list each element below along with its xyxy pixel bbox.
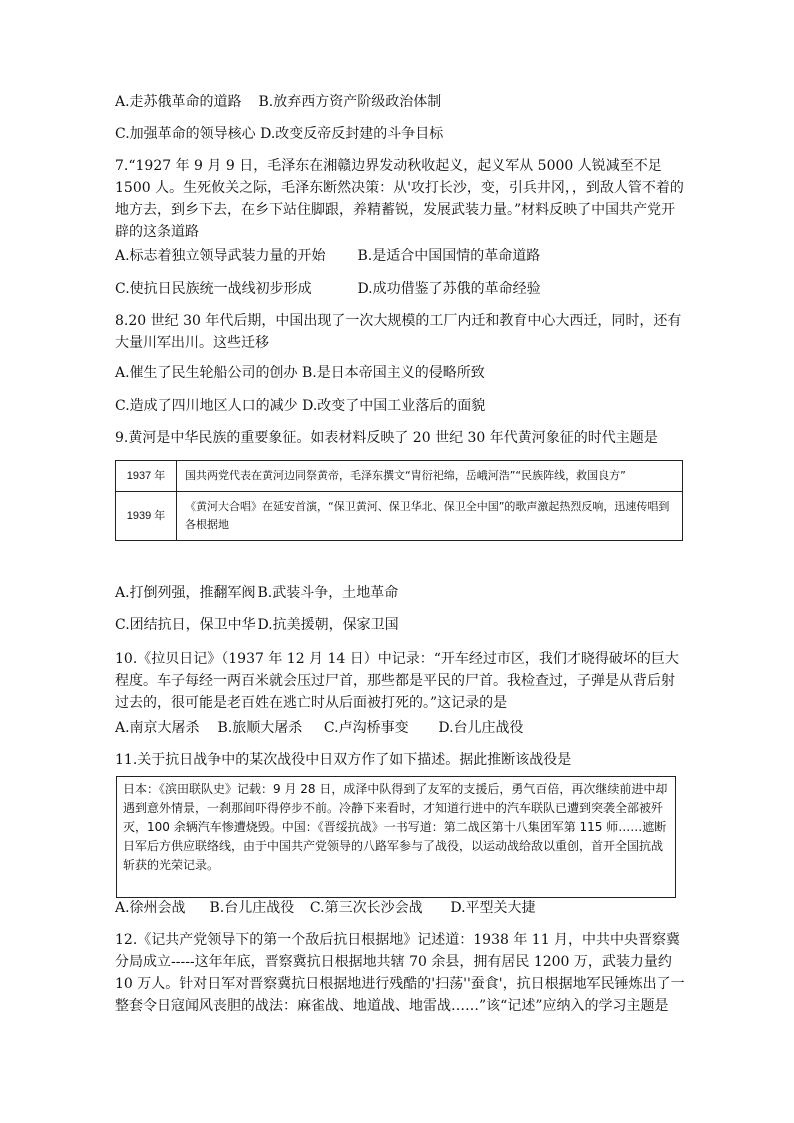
- q8-option-d[interactable]: D.改变了中国工业落后的面貌: [302, 398, 486, 414]
- q10-stem: 10.《拉贝日记》（1937 年 12 月 14 日）中记录：“开车经过市区，我们才晓得破坏的巨大程度。车子每经一两百米就会压过尸首，那些都是平民的尸首。我检查过，子弹是从背后射过去的，很可能是老百姓在逃亡时从后面被打死的。”这记录的是: [115, 651, 679, 711]
- q9-option-d[interactable]: D.抗美援朝，保家卫国: [257, 617, 399, 633]
- q8-options-row2: [115, 396, 485, 416]
- q10-option-b[interactable]: B.旅顺大屠杀: [217, 720, 303, 736]
- q9-option-c[interactable]: C.团结抗日，保卫中华: [115, 617, 256, 633]
- q9-table: [115, 460, 683, 541]
- q11-options: [115, 898, 536, 918]
- q6-options-row2: [115, 124, 443, 144]
- q10-options: [115, 718, 524, 738]
- q11-option-a[interactable]: A.徐州会战: [115, 900, 186, 916]
- q9-options-row2: [115, 615, 399, 635]
- q6-option-b[interactable]: B.放弃西方资产阶级政治体制: [258, 94, 442, 110]
- q6-options-row1: [115, 92, 441, 112]
- q11-option-b[interactable]: B.台儿庄战役: [209, 900, 295, 916]
- q8-option-a[interactable]: A.催生了民生轮船公司的创办: [115, 365, 298, 381]
- q9-options-row1: [115, 583, 398, 603]
- q6-option-c[interactable]: C.加强革命的领导核心: [115, 126, 256, 142]
- q9-option-a[interactable]: A.打倒列强，推翻军阀: [115, 585, 256, 601]
- q10-option-a[interactable]: A.南京大屠杀: [115, 720, 200, 736]
- q7-options-row2: [115, 279, 541, 299]
- q11-source-box: 日本：《滨田联队史》记载：9 月 28 日，成泽中队得到了友军的支援后，勇气百倍，再次继续前进中却遇到意外情景，一刹那间吓得停步不前。冷静下来看时，才知道行进中的汽车联队已遭到突袭全部被歼灭，100 余辆汽车惨遭烧毁。中国：《晋绥抗战》一书写道：第二战区第十八集团军第 115 师……遮断日军后方供应联络线，由于中国共产党领导的八路军参与了战役，以运动战给敌以重创，首开全国抗战斩获的光荣记录。: [116, 776, 676, 898]
- q8-options-row1: [115, 363, 485, 383]
- q10-option-c[interactable]: C.卢沟桥事变: [323, 720, 409, 736]
- q9-desc-1937: 国共两党代表在黄河边同祭黄帝，毛泽东撰文“胄衍祀绵，岳峨河浩”“民族阵线，救国良方”: [177, 461, 683, 492]
- table-row: [116, 492, 683, 541]
- q7-options-row1: [115, 246, 540, 266]
- q6-option-d[interactable]: D.改变反帝反封建的斗争目标: [260, 126, 444, 142]
- q6-option-a[interactable]: A.走苏俄革命的道路: [115, 94, 242, 110]
- q9-option-b[interactable]: B.武装斗争，土地革命: [257, 585, 399, 601]
- q9-desc-1939: 《黄河大合唱》在延安首演，“保卫黄河、保卫华北、保卫全中国”的歌声激起热烈反响，迅速传唱到各根据地: [177, 492, 683, 541]
- q7-stem: 7.“1927 年 9 月 9 日，毛泽东在湘赣边界发动秋收起义，起义军从 5000 人锐减至不足 1500 人。生死攸关之际，毛泽东断然决策：从'攻打长沙，变，引兵井冈，，到敌人管不着的地方去，到乡下去，在乡下站住脚跟，养精蓄锐，发展武装力量。”材料反映了中国共产党开辟的这条道路: [115, 158, 684, 240]
- q12-stem: 12.《记共产党领导下的第一个敌后抗日根据地》记述道：1938 年 11 月，中共中央晋察冀分局成立-----这年年底，晋察冀抗日根据地共辖 70 余县，拥有居民 1200 万，武装力量约 10 万人。针对日军对晋察冀抗日根据地进行残酷的'扫荡''蚕食'，抗日根据地军民锤炼出了一整套令日寇闻风丧胆的战法：麻雀战、地道战、地雷战……”该“记述”应纳入的学习主题是: [115, 932, 685, 1014]
- q7-option-b[interactable]: B.是适合中国国情的革命道路: [357, 248, 541, 264]
- q8-stem: 8.20 世纪 30 年代后期，中国出现了一次大规模的工厂内迁和教育中心大西迁，同时，还有大量川军出川。这些迁移: [115, 313, 682, 351]
- q7-option-c[interactable]: C.使抗日民族统一战线初步形成: [115, 281, 312, 297]
- q11-stem: 11.关于抗日战争中的某次战役中日双方作了如下描述。据此推断该战役是: [115, 752, 572, 768]
- q10-option-d[interactable]: D.台儿庄战役: [438, 720, 524, 736]
- q8-option-b[interactable]: B.是日本帝国主义的侵略所致: [302, 365, 485, 381]
- q7-option-a[interactable]: A.标志着独立领导武装力量的开始: [115, 248, 326, 264]
- q7-option-d[interactable]: D.成功借鉴了苏俄的革命经验: [357, 281, 541, 297]
- q9-year-1937: 1937 年: [116, 461, 177, 492]
- q9-stem: 9.黄河是中华民族的重要象征。如表材料反映了 20 世纪 30 年代黄河象征的时代主题是: [115, 430, 658, 446]
- q11-option-c[interactable]: C.第三次长沙会战: [309, 900, 423, 916]
- table-row: [116, 461, 683, 492]
- q11-option-d[interactable]: D.平型关大捷: [450, 900, 536, 916]
- q8-option-c[interactable]: C.造成了四川地区人口的减少: [115, 398, 298, 414]
- q9-year-1939: 1939 年: [116, 492, 177, 541]
